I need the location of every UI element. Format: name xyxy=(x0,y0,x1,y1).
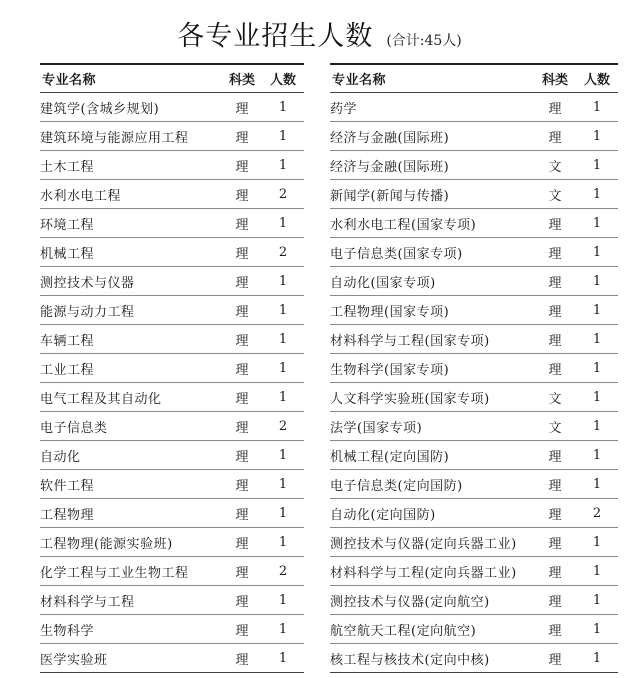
count-cell: 1 xyxy=(262,499,304,528)
category-cell: 理 xyxy=(222,412,262,441)
table-row xyxy=(330,586,618,615)
table-row xyxy=(40,412,304,441)
table-row xyxy=(40,122,304,151)
category-cell: 理 xyxy=(534,557,576,586)
major-name-cell: 新闻学(新闻与传播) xyxy=(330,180,534,209)
category-cell: 理 xyxy=(222,209,262,238)
category-cell: 理 xyxy=(534,615,576,644)
category-cell: 理 xyxy=(222,528,262,557)
category-cell: 理 xyxy=(534,209,576,238)
category-cell: 理 xyxy=(222,325,262,354)
category-cell: 理 xyxy=(222,93,262,122)
major-name-cell: 电子信息类(定向国防) xyxy=(330,470,534,499)
major-name-cell: 航空航天工程(定向航空) xyxy=(330,615,534,644)
enrollment-table-left xyxy=(40,63,304,673)
count-cell: 1 xyxy=(262,354,304,383)
major-name-cell: 生物科学 xyxy=(40,615,222,644)
table-row xyxy=(330,151,618,180)
table-row xyxy=(40,151,304,180)
table-row xyxy=(40,209,304,238)
category-cell: 文 xyxy=(534,383,576,412)
category-cell: 理 xyxy=(222,470,262,499)
table-row xyxy=(40,557,304,586)
table-row xyxy=(330,383,618,412)
category-cell: 理 xyxy=(534,441,576,470)
category-cell: 理 xyxy=(534,296,576,325)
major-name-cell: 测控技术与仪器 xyxy=(40,267,222,296)
table-row xyxy=(40,644,304,673)
category-cell: 理 xyxy=(534,93,576,122)
major-name-cell: 车辆工程 xyxy=(40,325,222,354)
major-name-cell: 工业工程 xyxy=(40,354,222,383)
major-name-cell: 材料科学与工程(国家专项) xyxy=(330,325,534,354)
major-name-cell: 工程物理 xyxy=(40,499,222,528)
count-cell: 1 xyxy=(576,267,618,296)
count-cell: 1 xyxy=(576,180,618,209)
count-cell: 1 xyxy=(262,267,304,296)
count-cell: 1 xyxy=(262,470,304,499)
major-name-cell: 法学(国家专项) xyxy=(330,412,534,441)
count-cell: 2 xyxy=(576,499,618,528)
table-row xyxy=(40,441,304,470)
count-cell: 1 xyxy=(576,615,618,644)
count-cell: 1 xyxy=(576,383,618,412)
table-row xyxy=(40,180,304,209)
header-category: 科类 xyxy=(534,64,576,93)
table-row xyxy=(40,499,304,528)
major-name-cell: 自动化 xyxy=(40,441,222,470)
category-cell: 文 xyxy=(534,151,576,180)
major-name-cell: 经济与金融(国际班) xyxy=(330,122,534,151)
count-cell: 1 xyxy=(262,383,304,412)
major-name-cell: 自动化(定向国防) xyxy=(330,499,534,528)
major-name-cell: 水利水电工程(国家专项) xyxy=(330,209,534,238)
major-name-cell: 建筑环境与能源应用工程 xyxy=(40,122,222,151)
table-row xyxy=(330,238,618,267)
count-cell: 1 xyxy=(576,93,618,122)
major-name-cell: 环境工程 xyxy=(40,209,222,238)
count-cell: 1 xyxy=(262,644,304,673)
category-cell: 理 xyxy=(534,325,576,354)
count-cell: 1 xyxy=(576,296,618,325)
header-major: 专业名称 xyxy=(330,64,534,93)
count-cell: 1 xyxy=(576,470,618,499)
title-block xyxy=(0,14,639,53)
table-header-row xyxy=(40,64,304,93)
count-cell: 1 xyxy=(576,122,618,151)
count-cell: 2 xyxy=(262,180,304,209)
table-row xyxy=(330,93,618,122)
table-row xyxy=(330,296,618,325)
count-cell: 1 xyxy=(576,354,618,383)
table-row xyxy=(330,470,618,499)
count-cell: 2 xyxy=(262,557,304,586)
category-cell: 理 xyxy=(534,238,576,267)
major-name-cell: 土木工程 xyxy=(40,151,222,180)
major-name-cell: 机械工程(定向国防) xyxy=(330,441,534,470)
count-cell: 1 xyxy=(262,151,304,180)
category-cell: 理 xyxy=(534,470,576,499)
major-name-cell: 核工程与核技术(定向中核) xyxy=(330,644,534,673)
count-cell: 1 xyxy=(262,586,304,615)
category-cell: 理 xyxy=(534,354,576,383)
category-cell: 理 xyxy=(534,528,576,557)
major-name-cell: 人文科学实验班(国家专项) xyxy=(330,383,534,412)
table-row xyxy=(330,644,618,673)
count-cell: 1 xyxy=(576,209,618,238)
count-cell: 1 xyxy=(576,644,618,673)
category-cell: 理 xyxy=(222,267,262,296)
table-row xyxy=(40,528,304,557)
table-row xyxy=(40,93,304,122)
count-cell: 1 xyxy=(262,296,304,325)
category-cell: 理 xyxy=(222,557,262,586)
category-cell: 理 xyxy=(222,615,262,644)
category-cell: 理 xyxy=(222,499,262,528)
count-cell: 1 xyxy=(262,325,304,354)
category-cell: 文 xyxy=(534,412,576,441)
table-row xyxy=(330,180,618,209)
major-name-cell: 工程物理(能源实验班) xyxy=(40,528,222,557)
table-row xyxy=(40,325,304,354)
table-row xyxy=(330,499,618,528)
major-name-cell: 自动化(国家专项) xyxy=(330,267,534,296)
category-cell: 理 xyxy=(534,267,576,296)
count-cell: 1 xyxy=(262,209,304,238)
enrollment-table-right xyxy=(330,63,618,673)
major-name-cell: 化学工程与工业生物工程 xyxy=(40,557,222,586)
category-cell: 理 xyxy=(222,441,262,470)
header-major: 专业名称 xyxy=(40,64,222,93)
category-cell: 理 xyxy=(222,354,262,383)
table-row xyxy=(40,354,304,383)
count-cell: 1 xyxy=(262,441,304,470)
category-cell: 理 xyxy=(222,180,262,209)
count-cell: 1 xyxy=(262,615,304,644)
major-name-cell: 医学实验班 xyxy=(40,644,222,673)
count-cell: 1 xyxy=(576,528,618,557)
table-row xyxy=(330,441,618,470)
count-cell: 1 xyxy=(262,93,304,122)
count-cell: 1 xyxy=(576,325,618,354)
category-cell: 理 xyxy=(534,644,576,673)
table-row xyxy=(330,209,618,238)
table-row xyxy=(40,383,304,412)
table-row xyxy=(40,470,304,499)
table-row xyxy=(330,325,618,354)
page-title: 各专业招生人数 xyxy=(177,21,374,52)
major-name-cell: 建筑学(含城乡规划) xyxy=(40,93,222,122)
major-name-cell: 材料科学与工程 xyxy=(40,586,222,615)
category-cell: 理 xyxy=(222,644,262,673)
table-row xyxy=(40,615,304,644)
table-row xyxy=(330,267,618,296)
table-row xyxy=(40,586,304,615)
major-name-cell: 能源与动力工程 xyxy=(40,296,222,325)
category-cell: 理 xyxy=(222,238,262,267)
table-row xyxy=(330,528,618,557)
count-cell: 1 xyxy=(262,122,304,151)
major-name-cell: 软件工程 xyxy=(40,470,222,499)
major-name-cell: 机械工程 xyxy=(40,238,222,267)
header-category: 科类 xyxy=(222,64,262,93)
table-header-row xyxy=(330,64,618,93)
total-count-subtitle: (合计:45人) xyxy=(386,33,462,49)
count-cell: 1 xyxy=(576,441,618,470)
count-cell: 2 xyxy=(262,238,304,267)
count-cell: 2 xyxy=(262,412,304,441)
major-name-cell: 材料科学与工程(定向兵器工业) xyxy=(330,557,534,586)
major-name-cell: 电气工程及其自动化 xyxy=(40,383,222,412)
header-count: 人数 xyxy=(576,64,618,93)
count-cell: 1 xyxy=(576,238,618,267)
major-name-cell: 工程物理(国家专项) xyxy=(330,296,534,325)
major-name-cell: 水利水电工程 xyxy=(40,180,222,209)
category-cell: 理 xyxy=(534,122,576,151)
table-row xyxy=(330,122,618,151)
category-cell: 理 xyxy=(222,383,262,412)
major-name-cell: 药学 xyxy=(330,93,534,122)
major-name-cell: 生物科学(国家专项) xyxy=(330,354,534,383)
count-cell: 1 xyxy=(576,412,618,441)
major-name-cell: 测控技术与仪器(定向兵器工业) xyxy=(330,528,534,557)
table-row xyxy=(330,557,618,586)
table-row xyxy=(330,354,618,383)
major-name-cell: 电子信息类 xyxy=(40,412,222,441)
category-cell: 理 xyxy=(534,586,576,615)
table-row xyxy=(40,267,304,296)
category-cell: 文 xyxy=(534,180,576,209)
category-cell: 理 xyxy=(222,122,262,151)
table-row xyxy=(330,615,618,644)
table-row xyxy=(330,412,618,441)
major-name-cell: 测控技术与仪器(定向航空) xyxy=(330,586,534,615)
major-name-cell: 经济与金融(国际班) xyxy=(330,151,534,180)
count-cell: 1 xyxy=(576,586,618,615)
category-cell: 理 xyxy=(534,499,576,528)
category-cell: 理 xyxy=(222,296,262,325)
category-cell: 理 xyxy=(222,586,262,615)
major-name-cell: 电子信息类(国家专项) xyxy=(330,238,534,267)
category-cell: 理 xyxy=(222,151,262,180)
count-cell: 1 xyxy=(262,528,304,557)
table-row xyxy=(40,238,304,267)
count-cell: 1 xyxy=(576,557,618,586)
table-row xyxy=(40,296,304,325)
header-count: 人数 xyxy=(262,64,304,93)
count-cell: 1 xyxy=(576,151,618,180)
